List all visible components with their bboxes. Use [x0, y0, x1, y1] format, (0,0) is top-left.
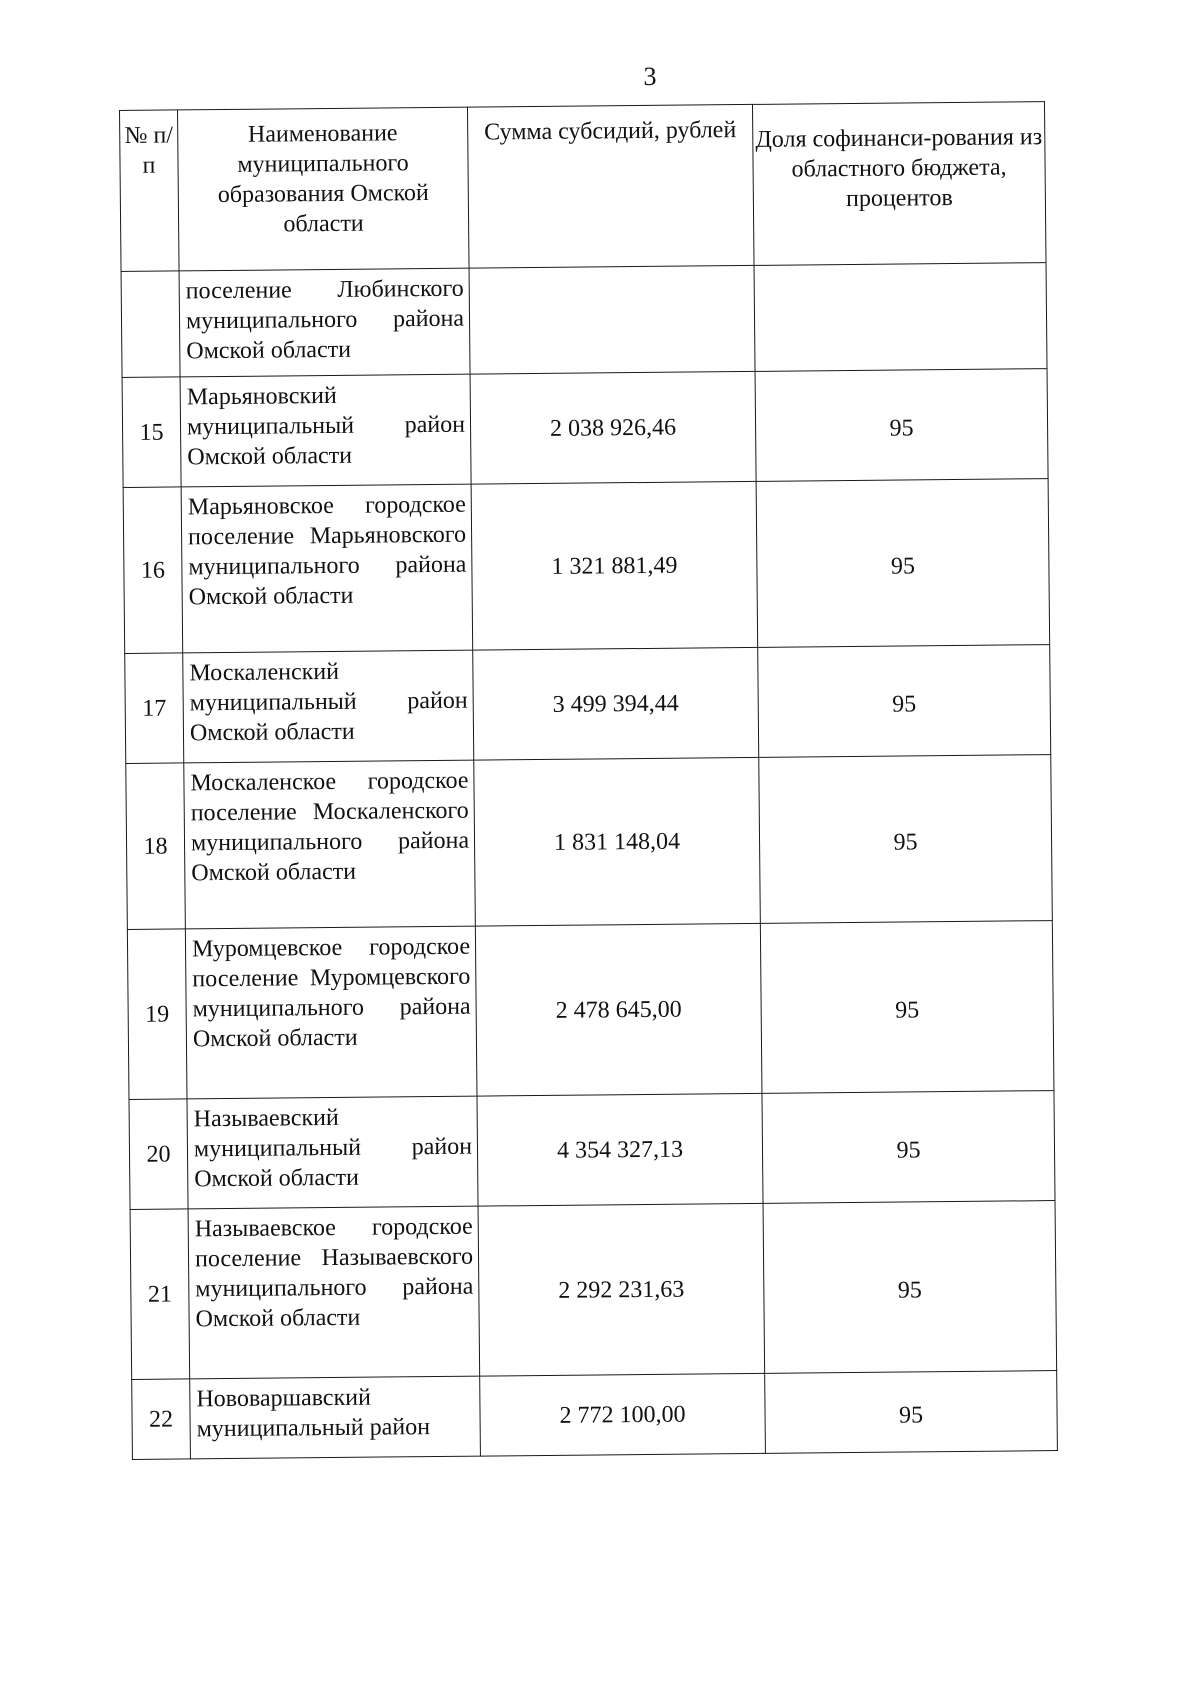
row-name: Муромцевское городское поселение Муромцевского муниципального района Омской области: [185, 926, 477, 1099]
row-name: Марьяновское городское поселение Марьяновского муниципального района Омской области: [181, 484, 473, 653]
continuation-name: поселение Любинского муниципального района Омской области: [179, 268, 470, 377]
row-num: 22: [132, 1379, 191, 1460]
page-number: 3: [643, 62, 657, 91]
subsidy-table-container: [119, 101, 1057, 1460]
row-share: 95: [760, 921, 1054, 1094]
table-row: [132, 1371, 1058, 1460]
row-name: Москаленское городское поселение Москаленского муниципального района Омской области: [184, 760, 476, 929]
row-num: 18: [126, 763, 186, 930]
row-share: 95: [758, 645, 1051, 758]
row-amount: 2 038 926,46: [470, 371, 756, 484]
row-share: 95: [765, 1371, 1058, 1454]
row-share: 95: [759, 755, 1053, 924]
row-num: 19: [127, 929, 187, 1100]
row-num: 15: [122, 377, 181, 488]
row-amount: 3 499 394,44: [473, 647, 759, 760]
row-amount: 2 292 231,63: [478, 1203, 765, 1376]
continuation-amount: [469, 265, 755, 374]
table-row: [122, 369, 1048, 488]
row-num: 16: [123, 487, 183, 654]
header-share: Доля софинанси-рования из областного бюджета, процентов: [752, 102, 1046, 266]
row-amount: 2 772 100,00: [480, 1373, 766, 1456]
table-row: [129, 1091, 1055, 1210]
header-num: № п/п: [120, 110, 180, 272]
row-name: Марьяновский муниципальный район Омской области: [180, 374, 471, 487]
row-name: Нововаршавский муниципальный район: [190, 1376, 481, 1459]
row-share: 95: [762, 1091, 1055, 1204]
header-amount: Сумма субсидий, рублей: [467, 104, 754, 268]
row-name: Москаленский муниципальный район Омской области: [183, 650, 474, 763]
row-num: 17: [125, 653, 184, 764]
table-row: [123, 479, 1050, 654]
row-share: 95: [755, 369, 1048, 482]
table-row: [130, 1201, 1057, 1380]
continuation-row: [121, 263, 1047, 378]
table-row: [125, 645, 1051, 764]
row-amount: 4 354 327,13: [477, 1093, 763, 1206]
row-share: 95: [756, 479, 1050, 648]
row-num: 21: [130, 1209, 190, 1380]
row-share: 95: [763, 1201, 1057, 1374]
row-name: Называевский муниципальный район Омской области: [187, 1096, 478, 1209]
row-amount: 1 831 148,04: [474, 757, 761, 926]
subsidy-table: [119, 101, 1058, 1460]
row-amount: 1 321 881,49: [471, 481, 758, 650]
table-row: [127, 921, 1054, 1100]
header-name: Наименование муниципального образования Омской области: [178, 107, 470, 271]
row-name: Называевское городское поселение Называевского муниципального района Омской области: [188, 1206, 480, 1379]
continuation-share: [754, 263, 1047, 372]
row-num: 20: [129, 1099, 188, 1210]
header-row: [120, 102, 1047, 272]
table-row: [126, 755, 1053, 930]
row-amount: 2 478 645,00: [475, 923, 762, 1096]
continuation-num: [121, 271, 180, 378]
